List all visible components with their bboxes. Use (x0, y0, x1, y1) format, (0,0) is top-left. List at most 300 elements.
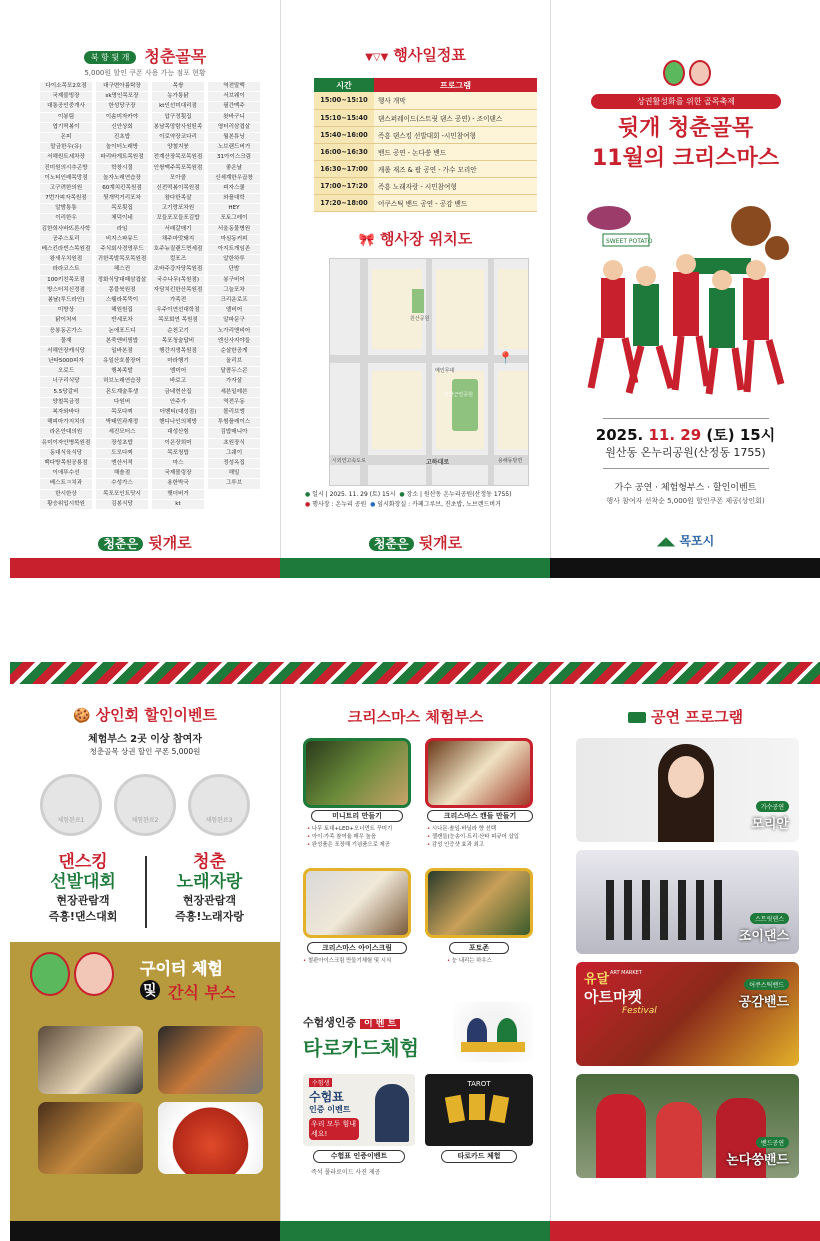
schedule-time: 15:10~15:40 (314, 109, 374, 126)
store-name: 스웰라목뚝이 (96, 296, 148, 305)
coupon-stamp-1: 체험완료1 (40, 774, 102, 836)
store-name: 채주마맛돼지 (152, 235, 204, 244)
schedule-row (314, 126, 537, 143)
col-time: 시간 (314, 78, 374, 92)
tarot-title: 타로카드체험 (303, 1036, 419, 1060)
store-name: 목포청밥 (152, 449, 204, 458)
store-name: 목포다찌 (96, 408, 148, 417)
store-name: 놀자노래연습장 (96, 174, 148, 183)
booth-detail-item (303, 957, 391, 965)
store-name: 너구리식당 (40, 377, 92, 386)
store-name: 김봉식당 (96, 500, 148, 509)
store-name: 헤스컨 (96, 265, 148, 274)
store-name: 다원버 (96, 398, 148, 407)
venue-map (329, 258, 529, 486)
art-market-d: ART MARKET (610, 970, 642, 976)
dance-c: 현장관람객 (56, 894, 110, 907)
store-name (208, 490, 260, 499)
schedule-row (314, 92, 537, 109)
schedule-program: 즉흥 노래자랑 - 시민참여형 (374, 177, 537, 194)
store-name: 해피마가지치의 (40, 418, 92, 427)
christmas-people-illustration (581, 198, 791, 398)
map-right-label: 용해동방면 (498, 458, 523, 464)
info-toilet: 임시화장실 : 카페그루브, 진초밥, 노브랜드버거 (377, 501, 501, 508)
store-grid (40, 82, 260, 509)
store-name: 핸디나인의체방 (152, 418, 204, 427)
booth-detail-item (427, 833, 519, 841)
location-badge: 북 항 뒷 개 (84, 51, 137, 64)
schedule-time: 15:40~16:00 (314, 126, 374, 143)
store-name: 목포회연 목원점 (152, 316, 204, 325)
schedule-row (314, 160, 537, 177)
store-name: 안주가 (152, 398, 204, 407)
map-road-label: 고하대로 (426, 459, 450, 466)
discount-line1: 체험부스 2곳 이상 참여자 (87, 734, 202, 745)
booth-detail-text: 눈 내리는 하우스 (451, 958, 492, 964)
grill-a: 구이터 체험 (140, 959, 223, 978)
store-name: 피자스쿨 (208, 184, 260, 193)
store-name: 좋은날 (208, 164, 260, 173)
store-name (208, 500, 260, 509)
store-name: 그루브 (208, 479, 260, 488)
mini-tree-photo (303, 738, 411, 808)
store-name: 온피 (40, 133, 92, 142)
store-name: 난타5000피자 (40, 357, 92, 366)
sheet2-footer-bar (10, 1221, 820, 1241)
store-name: 이은장희머 (152, 439, 204, 448)
store-name: 행복족발 (96, 367, 148, 376)
store-name: 국제볼링장 (152, 469, 204, 478)
store-name: 공주스토리 (40, 235, 92, 244)
store-name: 해밀 (208, 469, 260, 478)
performance-header (551, 706, 820, 727)
store-name: 우주이연선대학점 (152, 306, 204, 315)
store-name: 유일산호볼장어 (96, 357, 148, 366)
city-logo-icon: ◢◣ (656, 534, 676, 548)
store-name: 마라행기 (152, 357, 204, 366)
mascot-pair (663, 60, 711, 92)
store-name: 오로드 (40, 367, 92, 376)
store-name: 더벤티(대성점) (152, 408, 204, 417)
store-name: 학창시절 (96, 164, 148, 173)
store-name: 100키친목포점 (40, 276, 92, 285)
brand-part-b: 뒷개로 (418, 534, 463, 552)
store-name: 도모다찌 (96, 449, 148, 458)
booth-detail-text: 완성품은 포장해 기념품으로 제공 (311, 842, 390, 848)
date-suffix: (토) 15시 (706, 426, 776, 444)
ribbon-icon (628, 712, 646, 723)
store-name: 앨비어 (208, 306, 260, 315)
store-name: 순천고기 (152, 327, 204, 336)
booth-detail-text: 젤캔들(눈송이·트리·산타 피규어 삽입 (431, 834, 519, 840)
cert-msg: 우리 모두 힘내세요! (309, 1118, 359, 1140)
store-name: 세진모터스 (96, 428, 148, 437)
cert-tag: 수험생 (309, 1078, 332, 1087)
store-name: 서래갈매기 (152, 225, 204, 234)
store-name: 컬포즈 (152, 255, 204, 264)
store-name: 서울동물병원 (208, 225, 260, 234)
skewer-photo (38, 1102, 143, 1174)
booth-detail-item (427, 841, 519, 849)
store-name: kt인선미대리점 (152, 102, 204, 111)
store-name: 목포청술답비 (152, 337, 204, 346)
candle-photo (425, 738, 533, 808)
sing-a: 청춘 (193, 852, 226, 872)
booth-detail-text: 감성 인증샷 효과 최고 (431, 842, 484, 848)
store-name: 초원장식 (208, 439, 260, 448)
store-name: 라임 (96, 225, 148, 234)
store-name: 달콤두스콘 (208, 367, 260, 376)
store-name: 정화식당대패삼겹살 (96, 276, 148, 285)
singing-contest (152, 852, 267, 924)
info-date: 일시 | 2025. 11. 29 (토) 15시 (312, 491, 396, 498)
art-market-a: 유달 (584, 972, 610, 987)
schedule-program: 캐롤 재즈 & 팝 공연 - 가수 모리안 (374, 160, 537, 177)
store-name: 해원원집 (96, 306, 148, 315)
schedule-time: 15:00~15:10 (314, 92, 374, 109)
store-name: 허브노래연습장 (96, 377, 148, 386)
store-name: 수성가스 (96, 479, 148, 488)
store-name: 귀한족발목포목원점 (96, 255, 148, 264)
store-name: 말금한우(유) (40, 143, 92, 152)
store-name: 31아이스크림 (208, 153, 260, 162)
store-name: 참다한족살 (152, 194, 204, 203)
store-name: 자담치킨한산목원점 (152, 286, 204, 295)
store-name: 몬도계술후생 (96, 388, 148, 397)
brand-part-a: 청춘은 (98, 537, 143, 551)
store-name: 김한희사바뜨론사학 (40, 225, 92, 234)
store-name: 서해원트세차장 (40, 153, 92, 162)
map-left-label: 시외연고속도로 (332, 458, 366, 464)
store-name: 바로고 (152, 377, 204, 386)
schedule-table (314, 78, 537, 212)
store-name: 백다방목원공룡점 (40, 459, 92, 468)
store-name: 방스터치신정점 (40, 286, 92, 295)
coupon-stamp-3: 체험완료3 (188, 774, 250, 836)
bullet-icon: • (427, 842, 432, 848)
cover-events: 가수 공연 · 체험형부스 · 할인이벤트 (614, 483, 757, 493)
schedule-program: 어쿠스틱 밴드 공연 - 공감 밴드 (374, 194, 537, 211)
footer-brand (10, 532, 280, 553)
schedule-row (314, 143, 537, 160)
ribbon-icon: 🎀 (358, 233, 375, 248)
act-3-tag: 어쿠스틱밴드 (744, 979, 789, 990)
store-name: 금네현산집 (152, 388, 204, 397)
map-stage-label: 메인무대 (435, 368, 455, 374)
art-market-c: Festival (622, 1006, 657, 1016)
act-card-1 (576, 738, 799, 842)
store-name: 엔산서적 (96, 459, 148, 468)
schedule-program: 즉흥 댄스킹 선발대회 -시민참여형 (374, 126, 537, 143)
map-venue-label: 원산근린공원 (444, 392, 473, 398)
discount-title: 상인회 할인이벤트 (95, 706, 217, 724)
booth-detail-item (307, 825, 392, 833)
booth-detail-text: 아이·가족 참여율 매우 높음 (311, 834, 377, 840)
cert-title: 수험표 (309, 1090, 344, 1104)
store-name: 물재 (40, 337, 92, 346)
cover-date (551, 424, 820, 445)
schedule-header (281, 44, 550, 65)
store-name: 라라코스트 (40, 265, 92, 274)
sweet-potato-sign: SWEET POTATO (606, 238, 653, 245)
grill-b: 및 (140, 980, 160, 1000)
store-name: 황승위입시학원 (40, 500, 92, 509)
act-2-tag: 스트릿댄스 (750, 913, 789, 924)
schedule-time: 16:00~16:30 (314, 143, 374, 160)
dance-contest (28, 852, 138, 924)
store-name: 올리브 (208, 357, 260, 366)
act-4-name: 논다쑹밴드 (726, 1153, 789, 1168)
date-year: 2025. (595, 426, 644, 444)
act-1-name: 모리안 (751, 817, 789, 832)
store-name: 신전떡볶이목원점 (152, 184, 204, 193)
col-program: 프로그램 (374, 78, 537, 92)
store-name: 양철지붕 (152, 143, 204, 152)
booth-detail-item (427, 825, 519, 833)
store-name: 놀이터노래방 (96, 143, 148, 152)
store-name: 비지스파뮤드 (96, 235, 148, 244)
sing-d: 즉흥!노래자랑 (175, 910, 244, 923)
store-name: 봄날(투드라인) (40, 296, 92, 305)
store-name: 이노티인레목망점 (40, 174, 92, 183)
store-name: 전계산장목포목원점 (152, 153, 204, 162)
act-4-tag: 밴드공연 (756, 1137, 789, 1148)
store-name: 이리한우 (40, 214, 92, 223)
bullet-icon: • (307, 834, 312, 840)
store-name: 진초밥 (96, 133, 148, 142)
store-name: 한시한상 (40, 490, 92, 499)
store-name: 마스 (152, 459, 204, 468)
park-block (412, 289, 424, 313)
schedule-program: 댄스퍼레이드(스트릿 댄스 공연) - 조이댄스 (374, 109, 537, 126)
booth-2-label: 크리스마스 캔들 만들기 (427, 810, 533, 822)
store-name: 일바본점 (96, 347, 148, 356)
discount-panel (10, 684, 280, 1241)
tarot-word: TAROT (467, 1080, 491, 1088)
store-name: 가자살 (208, 377, 260, 386)
brand-part-b: 뒷개로 (148, 534, 192, 552)
store-name: 파리바게트목원점 (96, 153, 148, 162)
store-name: 정성옥집 (208, 459, 260, 468)
cert-event-label: 수험표 인증이벤트 (313, 1150, 405, 1163)
info-stage: 행사장 : 온누리 공원 (312, 501, 367, 508)
store-name: 대성산힘 (152, 428, 204, 437)
schedule-row (314, 177, 537, 194)
act-1-tag: 가수공연 (756, 801, 789, 812)
city-logo (551, 532, 820, 549)
cover-note: 행사 참여자 선착순 5,000원 할인쿠폰 제공(상인회) (606, 497, 765, 505)
store-name: 반세포차 (96, 316, 148, 325)
art-market-b: 아트마켓 (584, 988, 642, 1006)
store-name: 마심동커피 (208, 235, 260, 244)
store-name: 양철목금정 (40, 398, 92, 407)
store-name: 꼬들포꼬들포김밥 (152, 214, 204, 223)
booth-detail-item (307, 841, 392, 849)
experience-panel (280, 684, 550, 1241)
photo-zone-photo (425, 868, 533, 938)
tarot-experience-label: 타로카드 체험 (441, 1150, 517, 1163)
store-name: 몰리브엥 (208, 408, 260, 417)
brochure-inside (10, 662, 820, 1241)
act-card-3 (576, 962, 799, 1066)
cover-title-2: 11월의 크리스마스 (591, 146, 780, 171)
store-name: 역전말멕 (208, 82, 260, 91)
store-name: 국수나무(목원점) (152, 276, 204, 285)
map-header (281, 228, 550, 249)
store-name: 봉구비어 (208, 276, 260, 285)
tteokbokki-photo (158, 1102, 263, 1174)
store-name: 알밤통통 (40, 204, 92, 213)
bullet-icon: • (427, 826, 432, 832)
store-name: 포토그레이 (208, 214, 260, 223)
store-name: kt (152, 500, 204, 509)
store-name: 몽블북원점 (96, 286, 148, 295)
ice-cream-photo (303, 868, 411, 938)
store-name: 주식회사경영푸드 (96, 245, 148, 254)
tarot-badge: 이 벤 트 (360, 1019, 400, 1029)
schedule-time: 17:20~18:00 (314, 194, 374, 211)
map-info: ● 일시 | 2025. 11. 29 (토) 15시 ● 장소 | 원산동 온누리공원(산정동 1755) ● 행사장 : 온누리 공원 ● 임시화장실 : 카페그루브, 진초밥, 노브랜드버거 (305, 491, 512, 508)
store-name: 베스킨라빈스목원점 (40, 245, 92, 254)
store-name: 목포포인트닷시 (96, 490, 148, 499)
booth-detail-item (307, 833, 392, 841)
store-name: 본죽앤비빔밥 (96, 337, 148, 346)
grill-photo (158, 1026, 263, 1094)
schedule-title: 행사일정표 (393, 46, 466, 64)
store-name: 복자와바다 (40, 408, 92, 417)
bullet-icon: • (427, 834, 432, 840)
cover-panel (550, 0, 820, 578)
store-name: 다이소목포2호점 (40, 82, 92, 91)
booth-detail-item (447, 957, 492, 965)
booth-4-label: 포토존 (449, 942, 509, 954)
store-list-subtitle: 5,000원 할인 쿠폰 사용 가능 점포 현황 (84, 69, 206, 77)
dance-a: 댄스킹 (58, 852, 108, 872)
store-name: 이솜미자카야 (96, 113, 148, 122)
bullet-icon: • (307, 842, 312, 848)
store-name: 압구정횟집 (152, 113, 204, 122)
cover-title-1: 뒷개 청춘골목 (617, 116, 754, 141)
store-name: 햇더버거 (152, 490, 204, 499)
store-name: 왕새우치원점 (40, 255, 92, 264)
store-name: 유미이자안병목원점 (40, 439, 92, 448)
store-name: 행간지생목원점 (152, 347, 204, 356)
store-name: 응봉동곤가스 (40, 327, 92, 336)
store-name: 용한박국 (152, 479, 204, 488)
store-name: 월본튜닝 (208, 133, 260, 142)
store-name: 라온안대의원 (40, 428, 92, 437)
sing-b: 노래자랑 (176, 872, 243, 892)
act-card-2 (576, 850, 799, 954)
info-place: 장소 | 원산동 온누리공원(산정동 1755) (406, 491, 512, 498)
store-name: 아지트게임존 (208, 245, 260, 254)
tarot-card-photo (425, 1074, 533, 1146)
schedule-row (314, 109, 537, 126)
store-name: HEY (208, 204, 260, 213)
store-name: 목쌍 (152, 82, 204, 91)
coupon-stamp-2: 체험완료2 (114, 774, 176, 836)
booth-3-details (303, 957, 391, 965)
gingerbread-icon: 🍪 (73, 708, 91, 724)
store-name: 이애뚜수선 (40, 469, 92, 478)
bullet-icon: • (307, 826, 312, 832)
store-name: 신세계한우곱창 (208, 174, 260, 183)
store-name: 노브랜드버거 (208, 143, 260, 152)
store-name: 진미원의시추곤방 (40, 164, 92, 173)
performance-title: 공연 프로그램 (650, 708, 744, 726)
date-day: 11. 29 (648, 426, 702, 444)
booth-4-details (447, 957, 492, 965)
store-list-panel (10, 0, 280, 578)
booth-detail-text: 철판아이스크림 만들기체험 및 시식 (307, 958, 392, 964)
store-name: 서브웨이 (208, 92, 260, 101)
brand-part-a: 청춘은 (369, 537, 414, 551)
store-name: 동대식육식당 (40, 449, 92, 458)
discount-header (10, 704, 280, 725)
store-name: 그늘포차 (208, 286, 260, 295)
store-name: 알한하루 (208, 255, 260, 264)
act-card-4 (576, 1074, 799, 1178)
cover-banner: 상권활성화를 위한 골목축제 (591, 94, 781, 109)
discount-line2: 청춘골목 상권 할인 쿠폰 5,000원 (89, 747, 201, 756)
store-name: 필간맥주 (208, 102, 260, 111)
store-name: 대통공인중개사 (40, 102, 92, 111)
booth-1-label: 미니트리 만들기 (311, 810, 403, 822)
schedule-panel (280, 0, 550, 578)
bunting-icon: ▼▽▼ (365, 52, 389, 63)
store-name: 이봉팀 (40, 113, 92, 122)
store-name: 와플대학 (208, 194, 260, 203)
act-2-name: 조이댄스 (738, 929, 789, 944)
store-name: 장성초밥 (96, 439, 148, 448)
sing-c: 현장관람객 (182, 894, 237, 907)
dance-d: 즉흥!댄스대회 (48, 910, 118, 923)
store-name: 서해안장캐식당 (40, 347, 92, 356)
footer-brand-2 (281, 532, 550, 553)
store-list-title: 청춘골목 (144, 47, 207, 66)
top-stripe (10, 662, 820, 684)
store-name: 뒷개먹거리포차 (96, 194, 148, 203)
store-name: 영터리삼겹살 (208, 123, 260, 132)
grill-section (10, 942, 280, 1221)
sheet1-footer-bar (10, 558, 820, 578)
store-name: 투썸플레이스 (208, 418, 260, 427)
store-name: 김밥매니아 (208, 428, 260, 437)
store-name: 호주뉴질랜드면세점 (152, 245, 204, 254)
store-name: 해솔점 (96, 469, 148, 478)
store-name: 논에포드디 (96, 327, 148, 336)
store-name: 단밤 (208, 265, 260, 274)
bullet-icon: • (447, 958, 452, 964)
store-name: 국제불빙장 (40, 92, 92, 101)
grill-c: 간식 부스 (168, 983, 236, 1002)
store-name: 엔신사지야들 (208, 337, 260, 346)
schedule-program: 행사 개막 (374, 92, 537, 109)
grill-mascots (30, 952, 130, 1002)
city-name: 목포시 (679, 534, 715, 548)
map-park-label: 원산공원 (410, 316, 430, 322)
performance-panel (550, 684, 820, 1241)
map-title: 행사장 위치도 (380, 230, 473, 248)
store-name: 목포횟집 (96, 204, 148, 213)
store-name: sk명인목포장 (96, 92, 148, 101)
store-name: 순살한공게 (208, 347, 260, 356)
pin-icon: 📍 (498, 351, 513, 365)
store-name: 엽기떡볶이 (40, 123, 92, 132)
booth-detail-text: 시나몬·솔잎·바닐라 향 선택 (431, 826, 497, 832)
store-name: 모아콜 (152, 174, 204, 183)
store-name: 박태민과재정 (96, 418, 148, 427)
